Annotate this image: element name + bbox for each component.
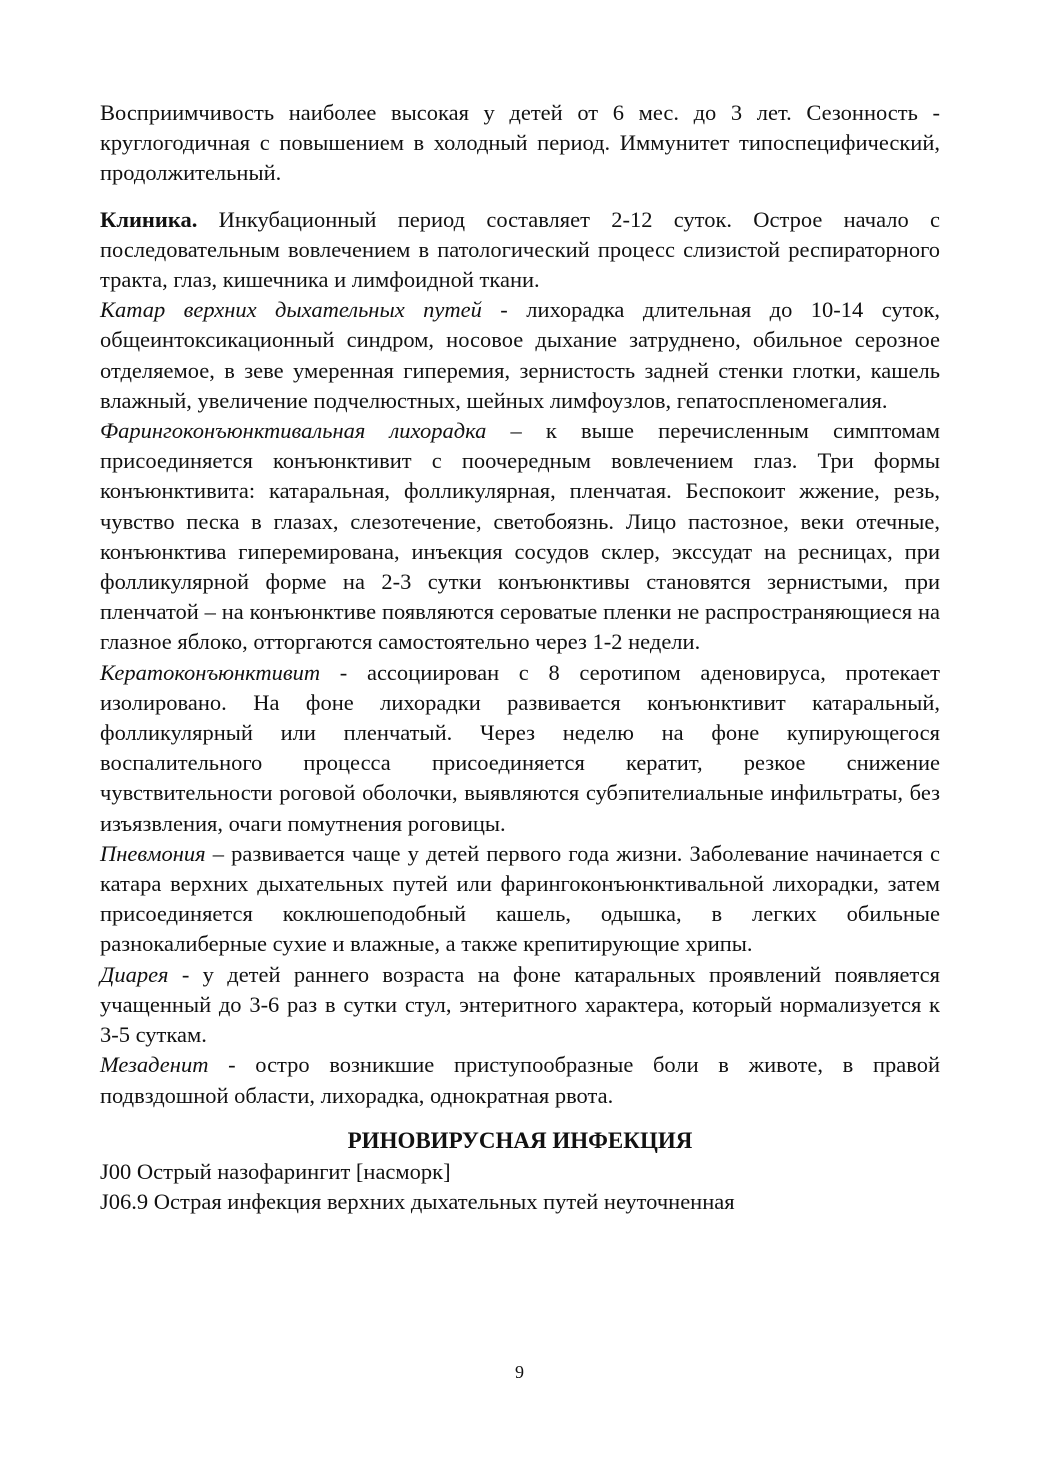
- clinic-label: Клиника.: [100, 206, 198, 232]
- pharyngo-term: Фарингоконъюнктивальная лихорадка: [100, 418, 487, 444]
- pneumo-paragraph: [100, 839, 940, 960]
- mesad-text: - остро возникшие приступообразные боли в животе, в правой подвздошной области, лихорадка, однократная рвота.: [100, 1052, 940, 1108]
- pneumo-text: – развивается чаще у детей первого года жизни. Заболевание начинается с катара верхних дыхательных путей или фарингоконъюнктивальной лихорадки, затем присоединяется коклюшеподобный кашель, одышка, в легких обильные разнокалиберные сухие и влажные, а также крепитирующие хрипы.: [100, 840, 940, 957]
- section-heading: РИНОВИРУСНАЯ ИНФЕКЦИЯ: [347, 1127, 693, 1153]
- kerato-paragraph: [100, 658, 940, 839]
- icd-code-line: J06.9 Острая инфекция верхних дыхательных путей неуточненная: [100, 1188, 735, 1214]
- mesad-paragraph: [100, 1050, 940, 1110]
- catar-term: Катар верхних дыхательных путей: [100, 297, 482, 323]
- pharyngo-text: – к выше перечисленным симптомам присоединяется конъюнктивит с поочередным вовлечением глаз. Три формы конъюнктивита: катаральная, фолликулярная, пленчатая. Беспокоит жжение, резь, чувство песка в глазах, слезотечение, светобоязнь. Лицо пастозное, веки отечные, конъюнктива гиперемирована, инъекция сосудов склер, экссудат на ресницах, при фолликулярной форме на 2-3 сутки конъюнктивы становятся зернистыми, при пленчатой – на конъюнктиве появляются сероватые пленки не распространяющиеся на глазное яблоко, отторгаются самостоятельно через 1-2 недели.: [100, 418, 940, 655]
- clinic-text: Инкубационный период составляет 2-12 суток. Острое начало с последовательным вовлечением в патологический процесс слизистой респираторного тракта, глаз, кишечника и лимфоидной ткани.: [100, 206, 940, 293]
- pneumo-term: Пневмония: [100, 840, 206, 866]
- susceptibility-paragraph: Восприимчивость наиболее высокая у детей от 6 мес. до 3 лет. Сезонность - круглогодичная с повышением в холодный период. Иммунитет типоспецифический, продолжительный.: [100, 100, 940, 186]
- pharyngo-paragraph: [100, 416, 940, 658]
- diarrhea-paragraph: [100, 960, 940, 1051]
- catar-text: - лихорадка длительная до 10-14 суток, общеинтоксикационный синдром, носовое дыхание затруднено, обильное серозное отделяемое, в зеве умеренная гиперемия, зернистость задней стенки глотки, кашель влажный, увеличение подчелюстных, шейных лимфоузлов, гепатоспленомегалия.: [100, 297, 941, 413]
- mesad-term: Мезаденит: [100, 1052, 209, 1078]
- clinic-paragraph: [100, 205, 940, 296]
- diarrhea-term: Диарея: [100, 961, 169, 987]
- icd-code-line: J00 Острый назофарингит [насморк]: [100, 1158, 451, 1184]
- page-number: 9: [515, 1362, 524, 1382]
- catar-paragraph: [100, 295, 940, 416]
- diarrhea-text: - у детей раннего возраста на фоне катаральных проявлений появляется учащенный до 3-6 раз в сутки стул, энтеритного характера, который нормализуется к 3-5 суткам.: [100, 961, 940, 1048]
- document-page: [100, 98, 940, 1217]
- kerato-term: Кератоконъюнктивит: [100, 659, 321, 685]
- kerato-text: - ассоциирован с 8 серотипом аденовируса, протекает изолировано. На фоне лихорадки развивается конъюнктивит катаральный, фолликулярный или пленчатый. Через неделю на фоне купирующегося воспалительного процесса присоединяется кератит, резкое снижение чувствительности роговой оболочки, выявляются субэпителиальные инфильтраты, без изъязвления, очаги помутнения роговицы.: [100, 659, 940, 836]
